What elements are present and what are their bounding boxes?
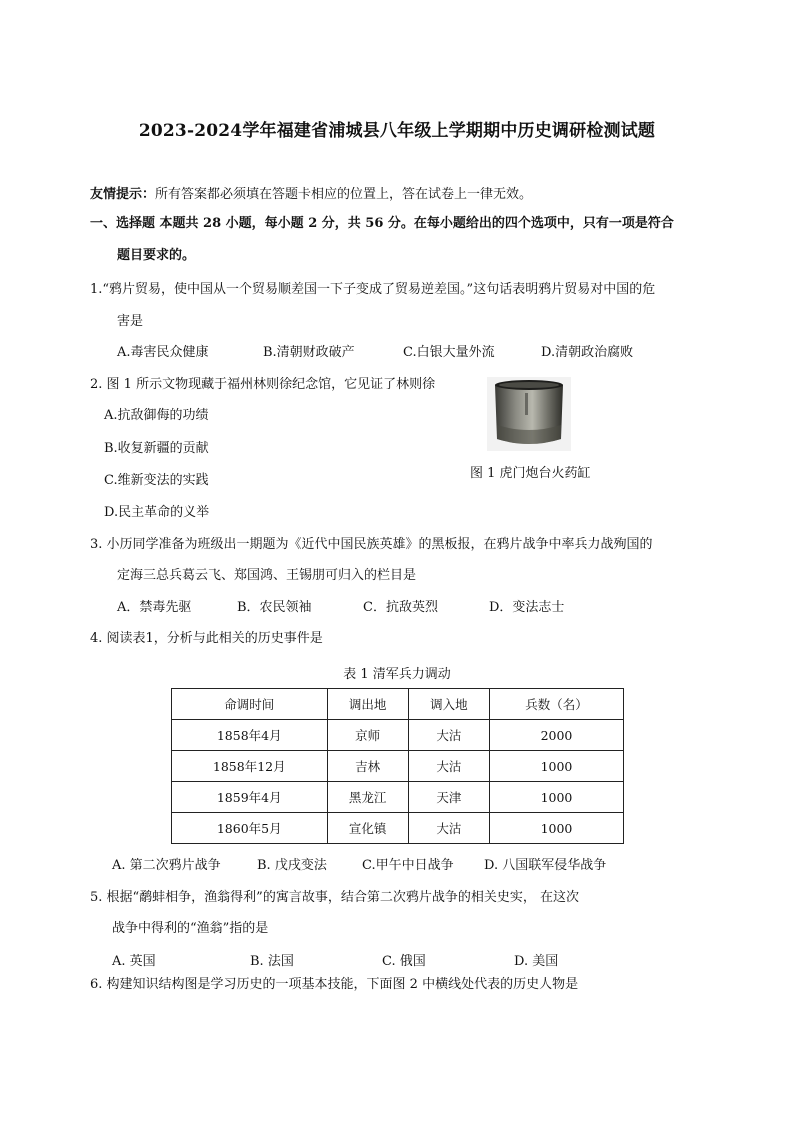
troop-movement-table bbox=[171, 688, 624, 844]
q2-option-a: A.抗敌御侮的功绩 bbox=[104, 408, 209, 423]
q4-stem: 4. 阅读表1，分析与此相关的历史事件是 bbox=[90, 631, 323, 646]
q4-option-b: B. 戊戌变法 bbox=[257, 858, 327, 873]
q1-option-c: C.白银大量外流 bbox=[403, 345, 495, 360]
table-cell: 宣化镇 bbox=[327, 813, 408, 844]
table-header-cell: 调出地 bbox=[327, 689, 408, 720]
table-row bbox=[172, 813, 624, 844]
q1-stem: 1.“鸦片贸易，使中国从一个贸易顺差国一下子变成了贸易逆差国。”这句话表明鸦片贸易对中国的危 bbox=[90, 282, 656, 297]
q4-option-c: C.甲午中日战争 bbox=[362, 858, 454, 873]
q5-stem-cont: 战争中得利的“渔翁”指的是 bbox=[112, 921, 269, 936]
q1-option-a: A.毒害民众健康 bbox=[117, 345, 209, 360]
q5-option-c: C. 俄国 bbox=[382, 954, 426, 969]
table-cell: 黑龙江 bbox=[327, 782, 408, 813]
table1-caption: 表 1 清军兵力调动 bbox=[343, 667, 451, 682]
table-cell: 吉林 bbox=[327, 751, 408, 782]
table-cell: 1000 bbox=[489, 782, 623, 813]
table-header-cell: 兵数（名） bbox=[489, 689, 623, 720]
q1-option-d: D.清朝政治腐败 bbox=[541, 345, 634, 360]
table-cell: 1000 bbox=[489, 751, 623, 782]
q3-stem-cont: 定海三总兵葛云飞、郑国鸿、王锡朋可归入的栏目是 bbox=[117, 568, 417, 583]
q3-option-c: C．抗敌英烈 bbox=[363, 600, 438, 615]
section1-heading-cont: 题目要求的。 bbox=[117, 248, 196, 263]
table-row bbox=[172, 782, 624, 813]
gunpowder-jar-photo bbox=[487, 377, 571, 451]
table-row bbox=[172, 751, 624, 782]
section1-heading: 一、选择题 本题共 28 小题，每小题 2 分，共 56 分。在每小题给出的四个选项中，只有一项是符合 bbox=[90, 216, 674, 231]
table-cell: 1859年4月 bbox=[172, 782, 328, 813]
table-header-row bbox=[172, 689, 624, 720]
q1-stem-cont: 害是 bbox=[117, 314, 144, 329]
q2-option-b: B.收复新疆的贡献 bbox=[104, 441, 209, 456]
table-cell: 1858年12月 bbox=[172, 751, 328, 782]
q3-stem: 3. 小历同学准备为班级出一期题为《近代中国民族英雄》的黑板报，在鸦片战争中率兵力战殉国的 bbox=[90, 537, 653, 552]
table-cell: 大沽 bbox=[408, 751, 489, 782]
q5-option-d: D. 美国 bbox=[514, 954, 559, 969]
friendly-tip bbox=[90, 186, 532, 204]
exam-title: 2023-2024学年福建省浦城县八年级上学期期中历史调研检测试题 bbox=[138, 121, 656, 141]
q5-option-a: A. 英国 bbox=[112, 954, 156, 969]
q6-stem: 6. 构建知识结构图是学习历史的一项基本技能，下面图 2 中横线处代表的历史人物是 bbox=[90, 977, 579, 992]
table-cell: 京师 bbox=[327, 720, 408, 751]
q5-option-b: B. 法国 bbox=[250, 954, 294, 969]
table-cell: 1860年5月 bbox=[172, 813, 328, 844]
table-header-cell: 命调时间 bbox=[172, 689, 328, 720]
table-cell: 2000 bbox=[489, 720, 623, 751]
q3-option-d: D．变法志士 bbox=[489, 600, 565, 615]
table-row bbox=[172, 720, 624, 751]
q1-option-b: B.清朝财政破产 bbox=[263, 345, 355, 360]
q2-option-d: D.民主革命的义举 bbox=[104, 505, 210, 520]
tip-label: 友情提示： bbox=[90, 187, 156, 202]
table-cell: 1000 bbox=[489, 813, 623, 844]
q2-option-c: C.维新变法的实践 bbox=[104, 473, 209, 488]
figure1-caption: 图 1 虎门炮台火药缸 bbox=[470, 466, 591, 481]
q4-option-a: A. 第二次鸦片战争 bbox=[112, 858, 221, 873]
q5-stem: 5. 根据“鹬蚌相争，渔翁得利”的寓言故事，结合第二次鸦片战争的相关史实， 在这次 bbox=[90, 890, 579, 905]
table-cell: 大沽 bbox=[408, 720, 489, 751]
q3-option-b: B．农民领袖 bbox=[237, 600, 312, 615]
table-cell: 大沽 bbox=[408, 813, 489, 844]
table-cell: 1858年4月 bbox=[172, 720, 328, 751]
table-header-cell: 调入地 bbox=[408, 689, 489, 720]
q3-option-a: A．禁毒先驱 bbox=[117, 600, 192, 615]
q4-option-d: D. 八国联军侵华战争 bbox=[484, 858, 607, 873]
q2-stem: 2. 图 1 所示文物现藏于福州林则徐纪念馆，它见证了林则徐 bbox=[90, 377, 436, 392]
tip-text: 所有答案都必须填在答题卡相应的位置上，答在试卷上一律无效。 bbox=[155, 187, 533, 202]
table-cell: 天津 bbox=[408, 782, 489, 813]
